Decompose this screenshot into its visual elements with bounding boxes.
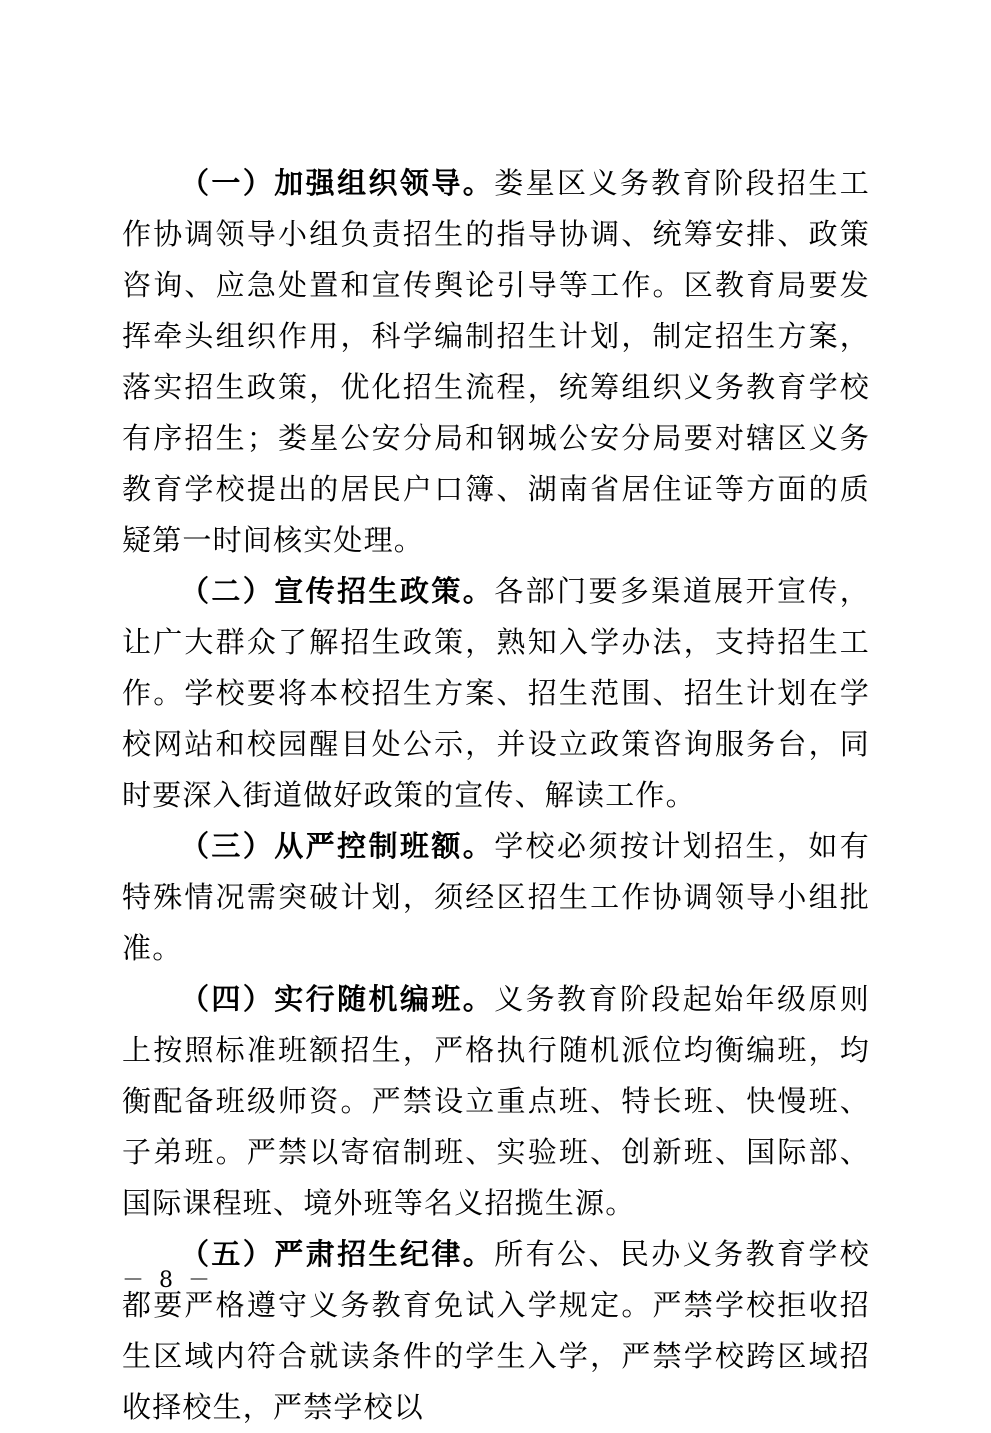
paragraph-3 bbox=[122, 821, 870, 974]
paragraph-4-heading: （四）实行随机编班。 bbox=[180, 982, 495, 1016]
paragraph-3-text: 学校必须按计划招生，如有特殊情况需突破计划，须经区招生工作协调领导小组批准。 bbox=[122, 829, 870, 965]
paragraph-5-heading: （五）严肃招生纪律。 bbox=[180, 1237, 495, 1271]
paragraph-1-heading: （一）加强组织领导。 bbox=[180, 166, 495, 200]
paragraph-4-text: 义务教育阶段起始年级原则上按照标准班额招生，严格执行随机派位均衡编班，均衡配备班级师资。严禁设立重点班、特长班、快慢班、子弟班。严禁以寄宿制班、实验班、创新班、国际部、国际课程班、境外班等名义招揽生源。 bbox=[122, 982, 870, 1220]
paragraph-3-heading: （三）从严控制班额。 bbox=[180, 829, 495, 863]
paragraph-5 bbox=[122, 1229, 870, 1433]
paragraph-2 bbox=[122, 566, 870, 821]
paragraph-1-text: 娄星区义务教育阶段招生工作协调领导小组负责招生的指导协调、统筹安排、政策咨询、应急处置和宣传舆论引导等工作。区教育局要发挥牵头组织作用，科学编制招生计划，制定招生方案，落实招生政策，优化招生流程，统筹组织义务教育学校有序招生；娄星公安分局和钢城公安分局要对辖区义务教育学校提出的居民户口簿、湖南省居住证等方面的质疑第一时间核实处理。 bbox=[122, 166, 870, 557]
paragraph-1 bbox=[122, 158, 870, 566]
document-body bbox=[122, 158, 870, 1433]
paragraph-2-heading: （二）宣传招生政策。 bbox=[180, 574, 495, 608]
paragraph-5-text: 所有公、民办义务教育学校都要严格遵守义务教育免试入学规定。严禁学校拒收招生区域内符合就读条件的学生入学，严禁学校跨区域招收择校生，严禁学校以 bbox=[122, 1237, 870, 1424]
paragraph-4 bbox=[122, 974, 870, 1229]
page-number: － 8 － bbox=[122, 1268, 214, 1293]
paragraph-2-text: 各部门要多渠道展开宣传，让广大群众了解招生政策，熟知入学办法，支持招生工作。学校要将本校招生方案、招生范围、招生计划在学校网站和校园醒目处公示，并设立政策咨询服务台，同时要深入街道做好政策的宣传、解读工作。 bbox=[122, 574, 870, 812]
